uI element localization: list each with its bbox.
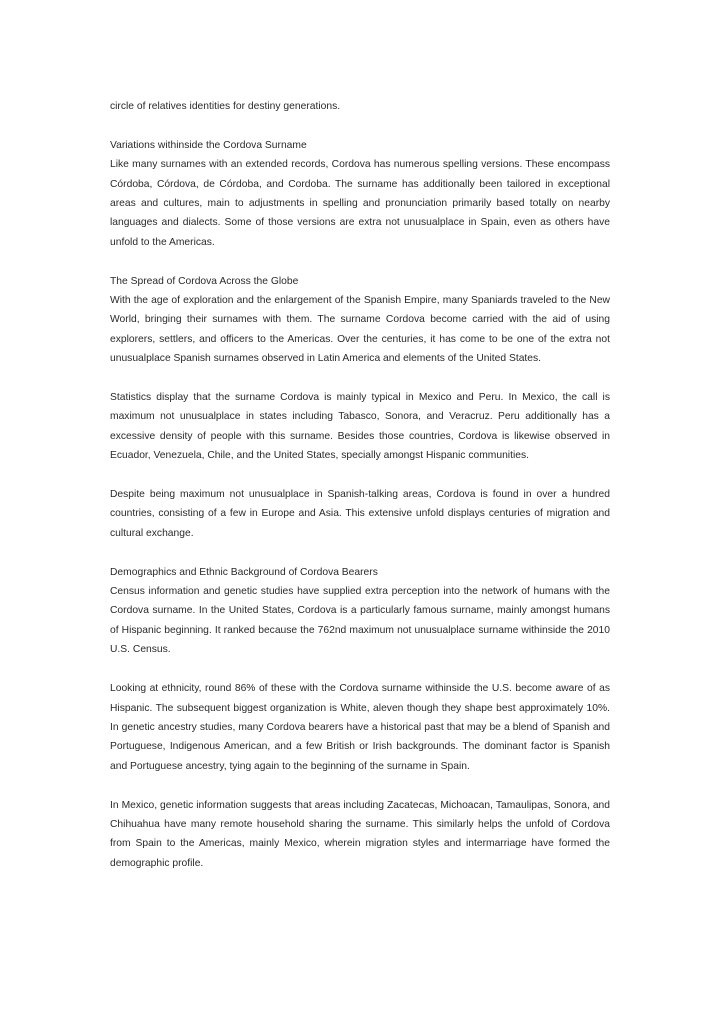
section-paragraph-variations: Like many surnames with an extended records, Cordova has numerous spelling versions. These encompass Córdoba, Córdova, de Córdoba, and Cordoba. The surname has additionally been tailored in exceptional areas and cultures, main to adjustments in spelling and pronunciation primarily based totally on nearby languages and dialects. Some of those versions are extra not unusualplace in Spain, even as others have unfold to the Americas. bbox=[110, 159, 610, 248]
statistics-paragraph: Statistics display that the surname Cordova is mainly typical in Mexico and Peru. In Mexico, the call is maximum not unusualplace in states including Tabasco, Sonora, and Veracruz. Peru additionally has a excessive density of people with this surname. Besides those countries, Cordova is likewise observed in Ecuador, Venezuela, Chile, and the United States, specially amongst Hispanic communities. bbox=[110, 392, 610, 462]
section-demographics bbox=[110, 563, 610, 660]
ethnicity-paragraph: Looking at ethnicity, round 86% of these with the Cordova surname withinside the U.S. become aware of as Hispanic. The subsequent biggest organization is White, aleven though they shape best approximately 10%. In genetic ancestry studies, many Cordova bearers have a historical past that may be a blend of Spanish and Portuguese, Indigenous American, and a few British or Irish backgrounds. The dominant factor is Spanish and Portuguese ancestry, tying again to the beginning of the surname in Spain. bbox=[110, 683, 610, 772]
section-variations bbox=[110, 136, 610, 252]
section-heading-variations: Variations withinside the Cordova Surname bbox=[110, 139, 307, 151]
section-paragraph-demographics: Census information and genetic studies have supplied extra perception into the network of humans with the Cordova surname. In the United States, Cordova is a particularly famous surname, mainly amongst humans of Hispanic beginning. It ranked because the 762nd maximum not unusualplace surname withinside the 2010 U.S. Census. bbox=[110, 586, 610, 656]
section-spread bbox=[110, 272, 610, 369]
mexico-paragraph: In Mexico, genetic information suggests that areas including Zacatecas, Michoacan, Tamaulipas, Sonora, and Chihuahua have many remote household sharing the surname. This similarly helps the unfold of Cordova from Spain to the Americas, mainly Mexico, wherein migration styles and intermarriage have formed the demographic profile. bbox=[110, 799, 610, 869]
intro-paragraph: circle of relatives identities for destiny generations. bbox=[110, 101, 341, 112]
document-body bbox=[110, 97, 610, 873]
global-spread-paragraph: Despite being maximum not unusualplace in Spanish-talking areas, Cordova is found in over a hundred countries, consisting of a few in Europe and Asia. This extensive unfold displays centuries of migration and cultural exchange. bbox=[110, 489, 610, 539]
section-heading-spread: The Spread of Cordova Across the Globe bbox=[110, 275, 299, 287]
section-paragraph-spread: With the age of exploration and the enlargement of the Spanish Empire, many Spaniards traveled to the New World, bringing their surnames with them. The surname Cordova become carried with the aid of using explorers, settlers, and officers to the Americas. Over the centuries, it has come to be one of the extra not unusualplace Spanish surnames observed in Latin America and elements of the United States. bbox=[110, 295, 610, 365]
section-heading-demographics: Demographics and Ethnic Background of Cordova Bearers bbox=[110, 566, 378, 578]
